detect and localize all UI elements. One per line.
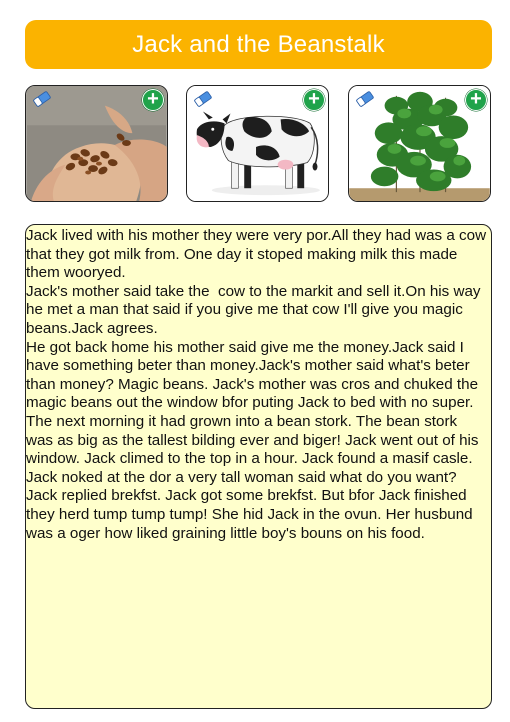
plus-icon[interactable]: +: [465, 89, 487, 111]
eraser-icon[interactable]: [355, 89, 375, 109]
story-text-box[interactable]: [25, 224, 492, 709]
eraser-icon[interactable]: [193, 89, 213, 109]
story-text: Jack lived with his mother they were very por.All they had was a cow that they got milk from. One day it stoped making milk this made them wooryed. Jack's mother said take the cow to the markit and sell it.On his way he met a man that said if you give me that cow I'll give you magic beans.Jack agrees. He got back home his mother said give me the money.Jack said I have something beter than money.Jack's mother said what's beter than money? Magic beans. Jack's mother was cros and chuked the magic beans out the window bfor puting Jack to bed with no super. The next morning it had grown into a bean stork. The bean stork was as big as the tallest bilding ever and biger! Jack went out of his window. Jack climed to the top in a hour. Jack found a masif casle. Jack noked at the dor a very tall woman said what do you want? Jack replied brekfst. Jack got some brekfst. But bfor Jack finished they herd tump tump tump! She hid Jack in the ovun. Her husbund was a oger how liked graining little boy's bouns on his food.: [26, 227, 487, 542]
image-tile-cow[interactable]: [186, 85, 329, 202]
page-title: Jack and the Beanstalk: [25, 20, 492, 69]
eraser-icon[interactable]: [32, 89, 52, 109]
image-tile-beanstalk[interactable]: [348, 85, 491, 202]
image-tile-beans[interactable]: [25, 85, 168, 202]
plus-icon[interactable]: +: [142, 89, 164, 111]
plus-icon[interactable]: +: [303, 89, 325, 111]
